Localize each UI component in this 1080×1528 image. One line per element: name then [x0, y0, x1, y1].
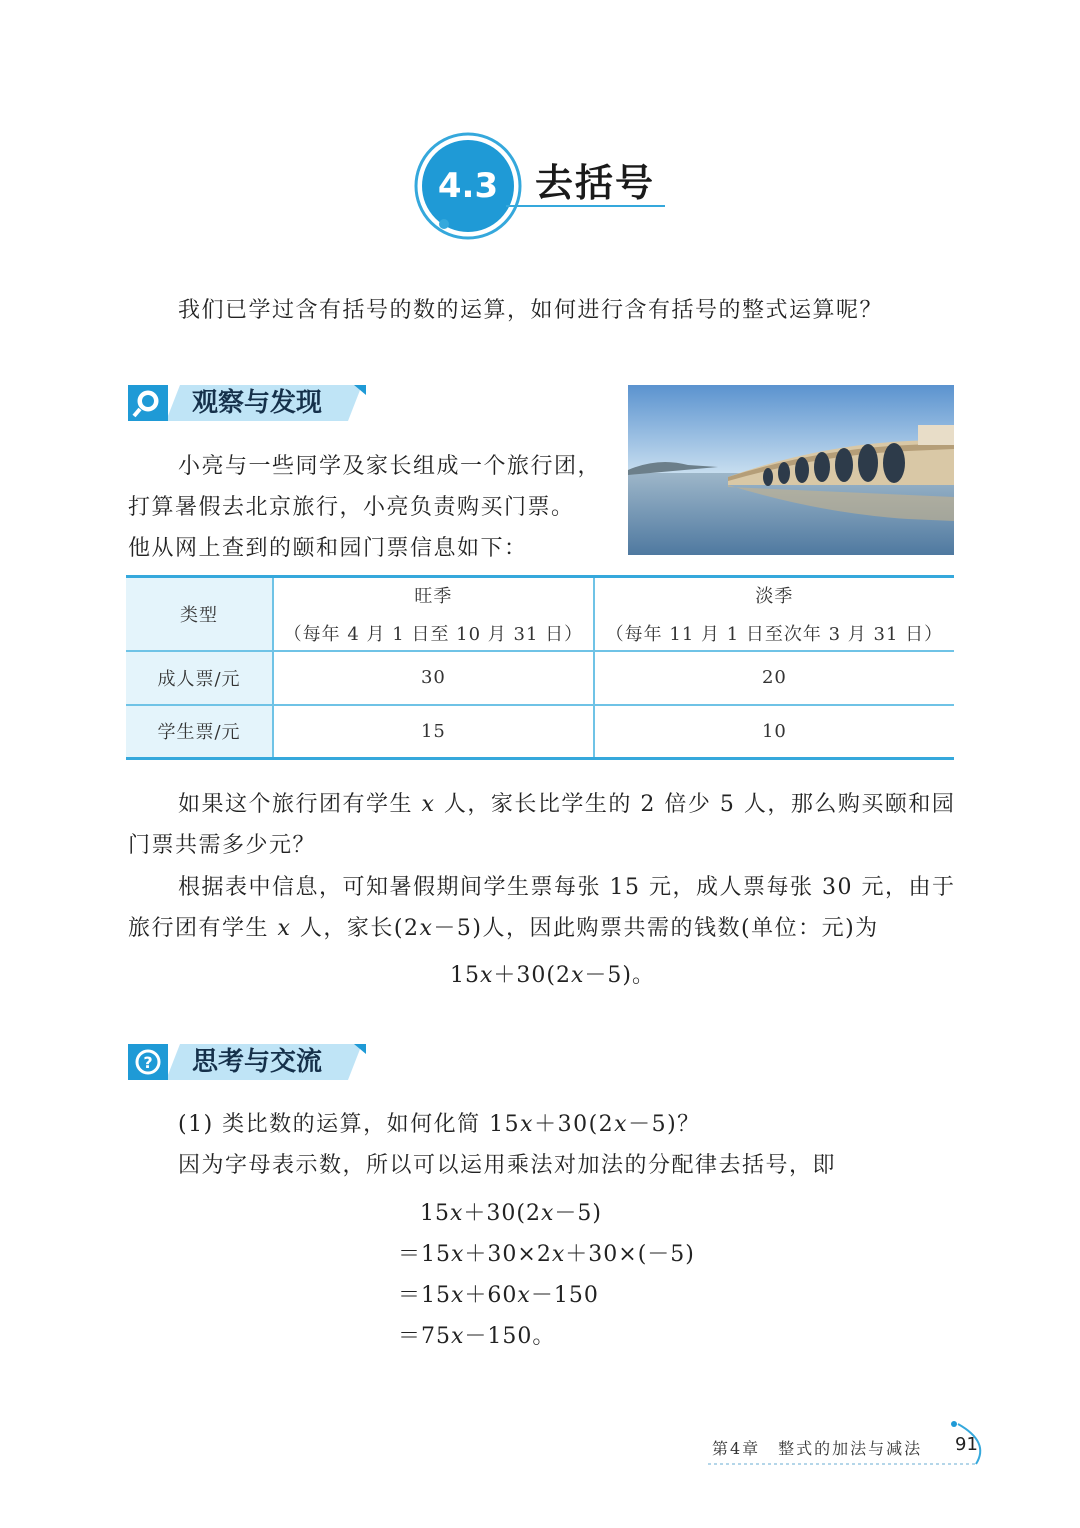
var-x: x — [571, 963, 585, 988]
text-seg: 人，家长(2 — [291, 916, 420, 941]
text-seg: 人，家长比学生的 2 倍少 5 人，那么购买颐和园 — [435, 792, 956, 817]
peak-season-dates: （每年 4 月 1 日至 10 月 31 日） — [283, 623, 584, 645]
svg-text:?: ? — [143, 1053, 153, 1072]
cell-peak: 30 — [273, 651, 594, 705]
var-x: x — [277, 916, 292, 941]
var-x: x — [517, 1283, 531, 1308]
off-season-name: 淡季 — [755, 585, 794, 607]
peak-season-name: 旺季 — [414, 585, 453, 607]
text-seg: ＋30(2 — [493, 963, 571, 988]
header-type: 类型 — [126, 577, 273, 651]
text-seg: ＝75 — [398, 1324, 451, 1349]
text-seg: ＝15 — [398, 1283, 451, 1308]
problem-line-1 — [178, 784, 955, 825]
row-label: 成人票/元 — [126, 651, 273, 705]
table-row — [126, 705, 954, 759]
ticket-price-table — [126, 575, 954, 760]
text-seg: 如果这个旅行团有学生 — [178, 792, 422, 817]
answer-line-2 — [128, 908, 879, 949]
text-seg: －150。 — [464, 1324, 556, 1349]
observe-line-1: 小亮与一些同学及家长组成一个旅行团， — [178, 454, 602, 479]
row-label: 学生票/元 — [126, 705, 273, 759]
text-seg: 旅行团有学生 — [128, 916, 278, 941]
header-peak — [273, 577, 594, 651]
cell-peak: 15 — [273, 705, 594, 759]
text-seg: 15 — [420, 1201, 450, 1226]
cell-off: 10 — [594, 705, 954, 759]
var-x: x — [520, 1112, 535, 1137]
var-x: x — [451, 1242, 465, 1267]
cell-off: 20 — [594, 651, 954, 705]
section-title: 去括号 — [535, 161, 656, 205]
text-seg: －150 — [530, 1283, 599, 1308]
think-question — [178, 1104, 701, 1145]
header-off — [594, 577, 954, 651]
text-seg: ＋60 — [464, 1283, 518, 1308]
var-x: x — [451, 1324, 465, 1349]
text-seg: 15 — [450, 963, 480, 988]
chapter-footer: 第4章 整式的加法与减法 — [712, 1439, 923, 1458]
problem-line-2: 门票共需多少元？ — [128, 833, 317, 858]
intro-text: 我们已学过含有括号的数的运算，如何进行含有括号的整式运算呢？ — [178, 298, 884, 323]
think-explain: 因为字母表示数，所以可以运用乘法对加法的分配律去括号，即 — [178, 1153, 837, 1178]
text-seg: ＋30(2 — [534, 1112, 615, 1137]
page-number: 91 — [955, 1434, 978, 1455]
section-heading — [410, 130, 680, 240]
var-x: x — [421, 792, 436, 817]
step-1 — [420, 1196, 602, 1227]
var-x: x — [450, 1201, 464, 1226]
var-x: x — [419, 916, 434, 941]
text-seg: ＝15 — [398, 1242, 451, 1267]
observe-banner — [126, 381, 376, 425]
text-seg: ＋30×(－5) — [565, 1242, 695, 1267]
step-2 — [398, 1237, 695, 1268]
table-row — [126, 651, 954, 705]
text-seg: －5)人，因此购票共需的钱数(单位：元)为 — [433, 916, 879, 941]
var-x: x — [480, 963, 494, 988]
think-banner-label: 思考与交流 — [192, 1047, 323, 1077]
think-banner — [126, 1040, 376, 1084]
text-seg: －5)。 — [584, 963, 656, 988]
step-4 — [398, 1319, 555, 1350]
text-seg: ＋30(2 — [463, 1201, 541, 1226]
table-header-row — [126, 577, 954, 651]
answer-line-1: 根据表中信息，可知暑假期间学生票每张 15 元，成人票每张 30 元，由于 — [178, 875, 956, 900]
observe-line-2: 打算暑假去北京旅行，小亮负责购买门票。 — [128, 495, 575, 520]
bridge-photo — [628, 385, 954, 555]
var-x: x — [451, 1283, 465, 1308]
var-x: x — [614, 1112, 629, 1137]
section-number: 4.3 — [437, 166, 499, 206]
step-3 — [398, 1278, 599, 1309]
expression — [450, 958, 655, 989]
var-x: x — [551, 1242, 566, 1267]
observe-banner-label: 观察与发现 — [192, 388, 323, 418]
off-season-dates: （每年 11 月 1 日至次年 3 月 31 日） — [605, 623, 944, 645]
text-seg: (1) 类比数的运算，如何化简 15 — [178, 1112, 521, 1137]
var-x: x — [541, 1201, 555, 1226]
text-seg: －5) — [554, 1201, 603, 1226]
text-seg: －5)？ — [628, 1112, 701, 1137]
text-seg: ＋30×2 — [464, 1242, 552, 1267]
observe-line-3: 他从网上查到的颐和园门票信息如下： — [128, 536, 528, 561]
